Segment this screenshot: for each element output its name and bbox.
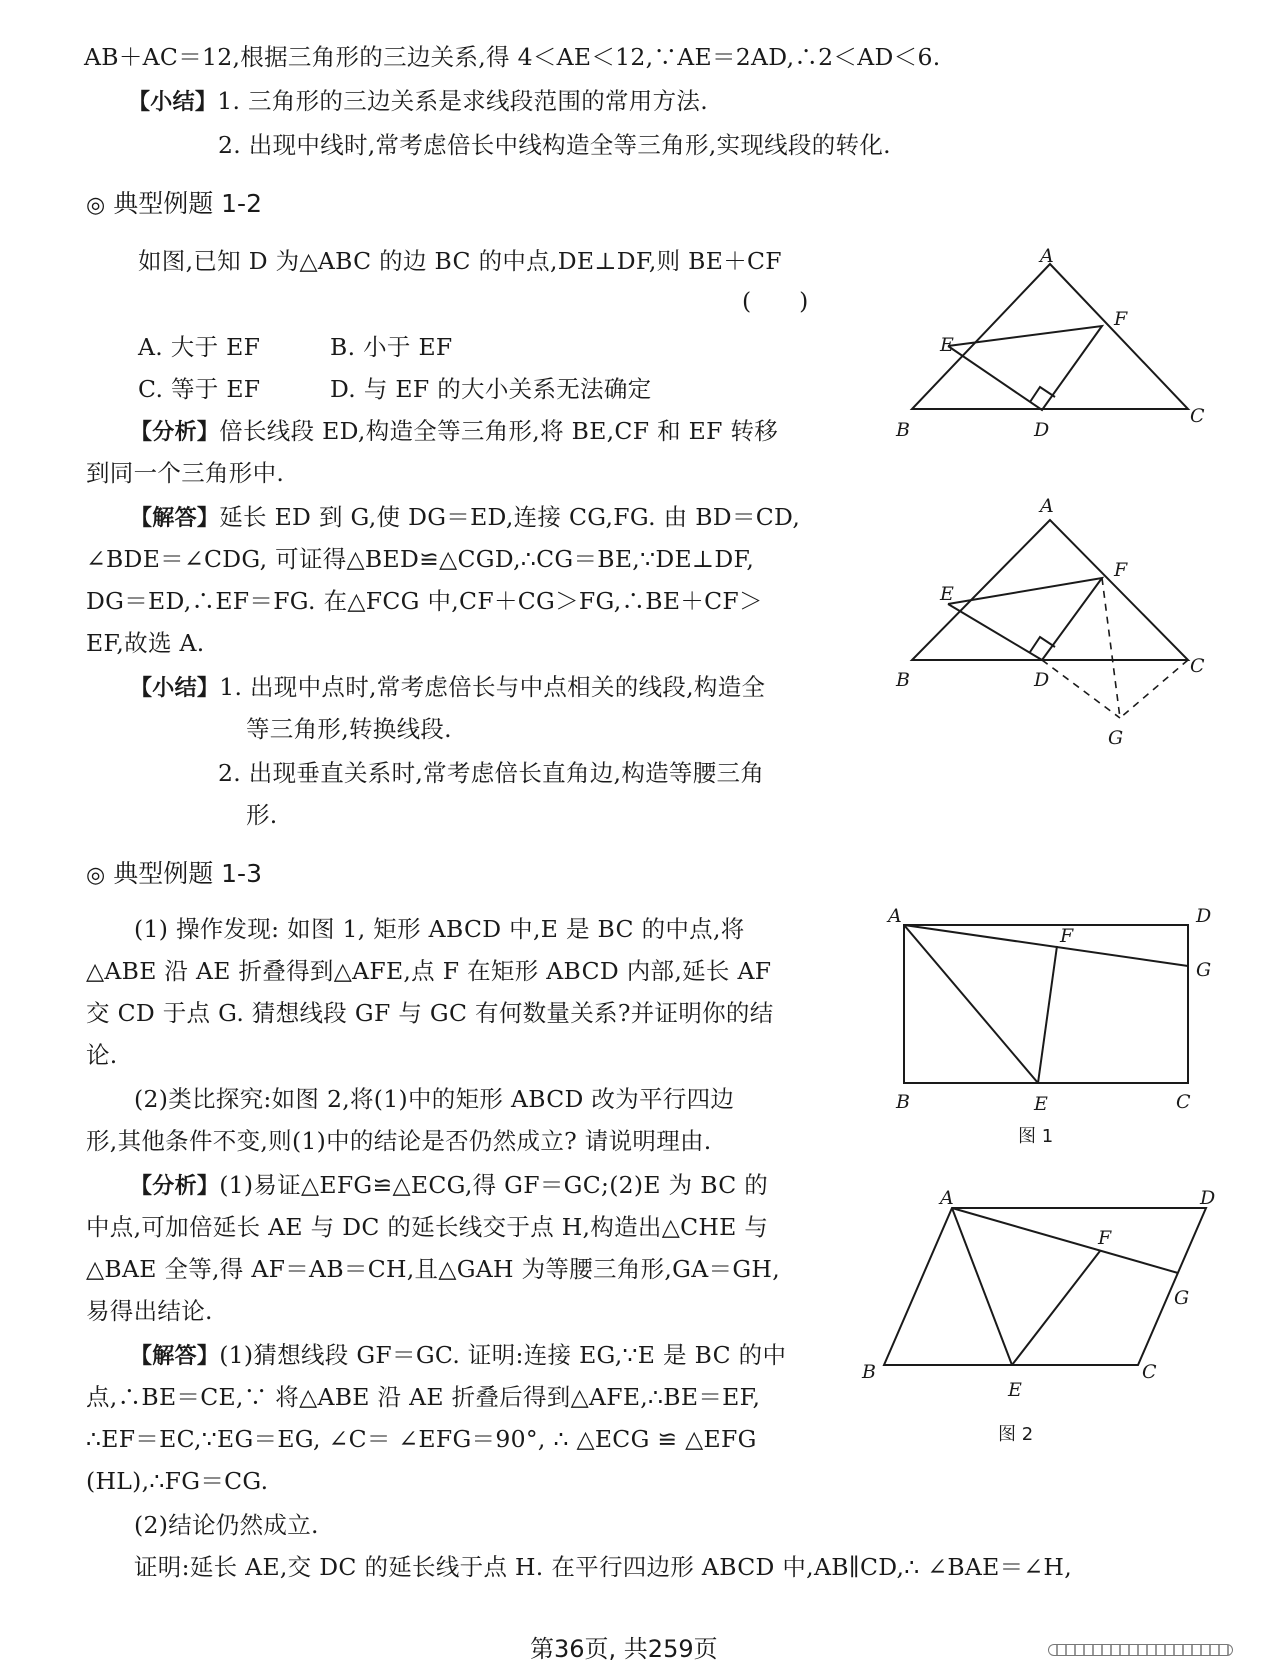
text-line: 交 CD 于点 G. 猜想线段 GF 与 GC 有何数量关系?并证明你的结 — [86, 999, 774, 1027]
text-line: 中点,可加倍延长 AE 与 DC 的延长线交于点 H,构造出△CHE 与 — [86, 1213, 769, 1241]
label-d: D — [1034, 669, 1050, 691]
text-line: 点,∴BE＝CE,∵ 将△ABE 沿 AE 折叠后得到△AFE,∴BE＝EF, — [86, 1383, 761, 1411]
figure-2-lines — [884, 1208, 1206, 1365]
text-line: 【小结】1. 三角形的三边关系是求线段范围的常用方法. — [128, 87, 708, 115]
text-line: EF,故选 A. — [86, 629, 205, 657]
text-line: (1) 操作发现: 如图 1, 矩形 ABCD 中,E 是 BC 的中点,将 — [134, 915, 745, 943]
text-line: AB＋AC＝12,根据三角形的三边关系,得 4＜AE＜12,∵AE＝2AD,∴2＜AD＜6. — [84, 43, 941, 71]
text-line: (2)类比探究:如图 2,将(1)中的矩形 ABCD 改为平行四边 — [134, 1085, 735, 1113]
segment-ef — [1012, 1251, 1100, 1365]
label-c: C — [1190, 405, 1205, 427]
label-d: D — [1196, 905, 1212, 927]
label-c: C — [1176, 1091, 1191, 1113]
text-line: 证明:延长 AE,交 DC 的延长线于点 H. 在平行四边形 ABCD 中,AB∥CD,∴ ∠BAE＝∠H, — [134, 1553, 1072, 1581]
text-line: (2)结论仍然成立. — [134, 1511, 319, 1539]
text-line: 到同一个三角形中. — [86, 459, 285, 487]
label-a: A — [940, 1187, 954, 1209]
parallelogram-abcd — [884, 1208, 1206, 1365]
text-line: 【解答】(1)猜想线段 GF＝GC. 证明:连接 EG,∵E 是 BC 的中 — [130, 1341, 787, 1369]
label-g: G — [1196, 959, 1212, 981]
text-line: 【分析】(1)易证△EFG≌△ECG,得 GF＝GC;(2)E 为 BC 的 — [130, 1171, 769, 1199]
label-f: F — [1114, 559, 1128, 581]
label-b: B — [896, 1091, 910, 1113]
text-line: (HL),∴FG＝CG. — [86, 1467, 269, 1495]
label-b: B — [896, 419, 910, 441]
text-line: 如图,已知 D 为△ABC 的边 BC 的中点,DE⊥DF,则 BE＋CF — [138, 247, 782, 275]
label-e: E — [940, 583, 954, 605]
text-line: ∴EF＝EC,∵EG＝EG, ∠C＝ ∠EFG＝90°, ∴ △ECG ≌ △EFG — [86, 1425, 757, 1453]
section-heading: ◎ 典型例题 1-3 — [86, 859, 262, 888]
option-b: B. 小于 EF — [330, 333, 453, 361]
page-scroll-bar[interactable] — [1048, 1644, 1233, 1656]
section-heading: ◎ 典型例题 1-2 — [86, 189, 262, 218]
label-a: A — [1040, 495, 1054, 517]
text-line: 论. — [86, 1041, 118, 1069]
text-line: 2. 出现垂直关系时,常考虑倍长直角边,构造等腰三角 — [218, 759, 765, 787]
label-c: C — [1142, 1361, 1157, 1383]
figure-caption: 图 1 — [1018, 1126, 1054, 1147]
page-indicator: 第36页, 共259页 — [530, 1635, 718, 1663]
answer-bracket: ( ) — [742, 287, 809, 315]
label-d: D — [1034, 419, 1050, 441]
label-a: A — [888, 905, 902, 927]
text-line: 2. 出现中线时,常考虑倍长中线构造全等三角形,实现线段的转化. — [218, 131, 891, 159]
text-line: 易得出结论. — [86, 1297, 213, 1325]
label-f: F — [1114, 308, 1128, 330]
text-line: △BAE 全等,得 AF＝AB＝CH,且△GAH 为等腰三角形,GA＝GH, — [86, 1255, 780, 1283]
segment-ae — [952, 1208, 1012, 1365]
text-line: 形,其他条件不变,则(1)中的结论是否仍然成立? 请说明理由. — [86, 1127, 712, 1155]
option-d: D. 与 EF 的大小关系无法确定 — [330, 375, 652, 403]
text-line: △ABE 沿 AE 折叠得到△AFE,点 F 在矩形 ABCD 内部,延长 AF — [86, 957, 772, 985]
figure-caption: 图 2 — [998, 1424, 1034, 1445]
option-a: A. 大于 EF — [138, 333, 261, 361]
label-e: E — [1034, 1093, 1048, 1115]
text-line: 【解答】延长 ED 到 G,使 DG＝ED,连接 CG,FG. 由 BD＝CD, — [130, 503, 801, 531]
text-line: 【小结】1. 出现中点时,常考虑倍长与中点相关的线段,构造全 — [130, 673, 766, 701]
label-e: E — [1008, 1379, 1022, 1401]
label-c: C — [1190, 655, 1205, 677]
label-a: A — [1040, 245, 1054, 267]
text-line: 形. — [246, 801, 278, 829]
label-f: F — [1098, 1227, 1112, 1249]
label-d: D — [1200, 1187, 1216, 1209]
label-b: B — [862, 1361, 876, 1383]
text-line: 【分析】倍长线段 ED,构造全等三角形,将 BE,CF 和 EF 转移 — [130, 417, 779, 445]
text-line: ∠BDE＝∠CDG, 可证得△BED≌△CGD,∴CG＝BE,∵DE⊥DF, — [86, 545, 755, 573]
label-g: G — [1108, 727, 1124, 749]
label-e: E — [940, 334, 954, 356]
label-b: B — [896, 669, 910, 691]
option-c: C. 等于 EF — [138, 375, 261, 403]
text-line: 等三角形,转换线段. — [246, 715, 452, 743]
label-g: G — [1174, 1287, 1190, 1309]
segment-ag — [952, 1208, 1178, 1273]
text-line: DG＝ED,∴EF＝FG. 在△FCG 中,CF＋CG＞FG,∴BE＋CF＞ — [86, 587, 763, 615]
label-f: F — [1060, 925, 1074, 947]
